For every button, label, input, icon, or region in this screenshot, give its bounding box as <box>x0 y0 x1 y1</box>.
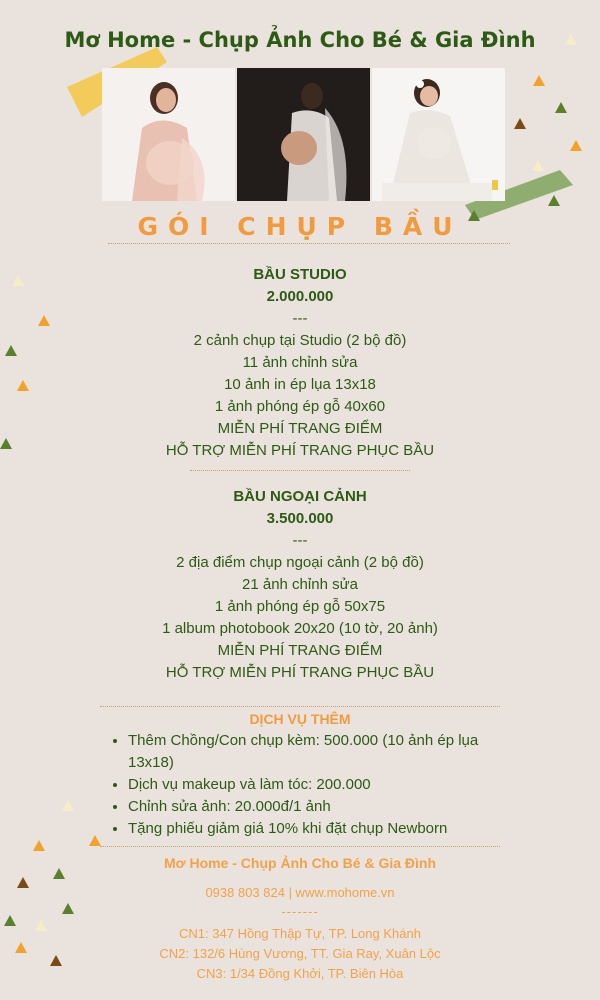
triangle-decoration-icon <box>4 915 16 926</box>
maternity-photo-kneeling-icon <box>372 68 505 201</box>
triangle-decoration-icon <box>5 345 17 356</box>
package-item: 10 ảnh in ép lụa 13x18 <box>224 376 376 393</box>
triangle-decoration-icon <box>548 195 560 206</box>
triangle-decoration-icon <box>89 835 101 846</box>
triangle-decoration-icon <box>53 868 65 879</box>
photo-1 <box>102 68 235 201</box>
divider <box>100 846 500 847</box>
package-outdoor <box>0 486 600 684</box>
footer-branch-2: CN2: 132/6 Hùng Vương, TT. Gia Ray, Xuân Lộc <box>159 946 441 961</box>
divider <box>190 470 410 471</box>
triangle-decoration-icon <box>17 877 29 888</box>
photo-2 <box>237 68 370 201</box>
triangle-decoration-icon <box>0 438 12 449</box>
divider <box>100 706 500 707</box>
extras-list <box>110 730 518 840</box>
package-separator: --- <box>292 532 308 549</box>
package-item: 11 ảnh chỉnh sửa <box>242 354 358 371</box>
footer-branch-3: CN3: 1/34 Đồng Khởi, TP. Biên Hòa <box>196 966 404 981</box>
triangle-decoration-icon <box>468 210 480 221</box>
package-item: 1 album photobook 20x20 (10 tờ, 20 ảnh) <box>162 620 438 637</box>
package-item: 21 ảnh chỉnh sửa <box>242 576 358 593</box>
package-item: 1 ảnh phóng ép gỗ 50x75 <box>214 598 386 615</box>
maternity-photo-dark-background-icon <box>237 68 370 201</box>
photo-3 <box>372 68 505 201</box>
package-item: 2 cảnh chụp tại Studio (2 bộ đồ) <box>193 332 407 349</box>
package-name: BẦU NGOẠI CẢNH <box>233 488 367 505</box>
package-separator: --- <box>292 310 308 327</box>
footer-separator: ------- <box>281 904 319 919</box>
triangle-decoration-icon <box>555 102 567 113</box>
triangle-decoration-icon <box>33 840 45 851</box>
triangle-decoration-icon <box>565 34 577 45</box>
triangle-decoration-icon <box>35 920 47 931</box>
package-price: 2.000.000 <box>266 288 334 305</box>
list-item: • Tặng phiếu giảm giá 10% khi đặt chụp Newborn <box>128 818 518 840</box>
triangle-decoration-icon <box>532 160 544 171</box>
divider <box>108 243 510 244</box>
package-item: MIỄN PHÍ TRANG ĐIỂM <box>217 642 383 659</box>
package-item: HỖ TRỢ MIỄN PHÍ TRANG PHỤC BẦU <box>165 442 435 459</box>
triangle-decoration-icon <box>514 118 526 129</box>
triangle-decoration-icon <box>533 75 545 86</box>
package-studio <box>0 264 600 462</box>
package-name: BẦU STUDIO <box>253 266 347 283</box>
list-item: • Chỉnh sửa ảnh: 20.000đ/1 ảnh <box>128 796 518 818</box>
triangle-decoration-icon <box>17 380 29 391</box>
triangle-decoration-icon <box>62 800 74 811</box>
triangle-decoration-icon <box>570 140 582 151</box>
package-item: 2 địa điểm chụp ngoại cảnh (2 bộ đồ) <box>176 554 424 571</box>
footer-brand: Mơ Home - Chụp Ảnh Cho Bé & Gia Đình <box>163 855 437 871</box>
section-heading: GÓI CHỤP BẦU <box>137 212 463 241</box>
package-item: MIỄN PHÍ TRANG ĐIỂM <box>217 420 383 437</box>
list-item: • Dịch vụ makeup và làm tóc: 200.000 <box>128 774 518 796</box>
footer-branch-1: CN1: 347 Hồng Thập Tự, TP. Long Khánh <box>179 926 421 941</box>
maternity-photo-white-background-icon <box>102 68 235 201</box>
page-title: Mơ Home - Chụp Ảnh Cho Bé & Gia Đình <box>64 28 536 52</box>
package-item: HỖ TRỢ MIỄN PHÍ TRANG PHỤC BẦU <box>165 664 435 681</box>
footer-contact[interactable]: 0938 803 824 | www.mohome.vn <box>205 885 395 900</box>
triangle-decoration-icon <box>50 955 62 966</box>
triangle-decoration-icon <box>12 275 24 286</box>
extras-title: DỊCH VỤ THÊM <box>249 711 351 727</box>
list-item: • Thêm Chồng/Con chụp kèm: 500.000 (10 ảnh ép lụa 13x18) <box>128 730 518 774</box>
triangle-decoration-icon <box>15 942 27 953</box>
package-price: 3.500.000 <box>266 510 334 527</box>
triangle-decoration-icon <box>38 315 50 326</box>
package-item: 1 ảnh phóng ép gỗ 40x60 <box>214 398 386 415</box>
triangle-decoration-icon <box>62 903 74 914</box>
